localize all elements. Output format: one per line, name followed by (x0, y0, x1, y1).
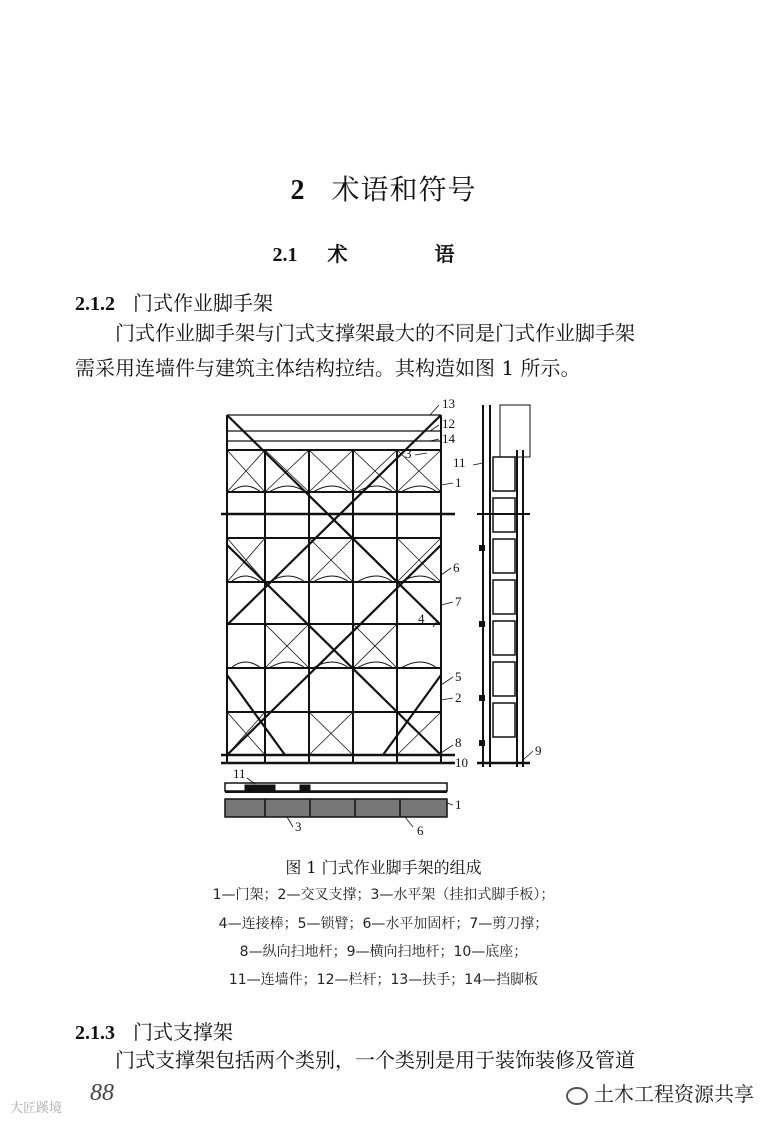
plan-callout-3: 3 (295, 819, 302, 834)
railings (227, 415, 441, 441)
watermark-left: 大匠蹊境 (10, 1101, 63, 1116)
subsection-number: 2.1.2 (75, 293, 115, 315)
callout-7: 7 (455, 594, 462, 609)
callout-3: 3 (405, 446, 412, 461)
plan-callout-1: 1 (455, 797, 462, 812)
paragraph-line: 门式作业脚手架与门式支撑架最大的不同是门式作业脚手架 (115, 321, 635, 345)
figure-legend-line: 8—纵向扫地杆；9—横向扫地杆；10—底座； (239, 944, 528, 960)
frame-columns (227, 415, 441, 763)
callout-13: 13 (442, 396, 455, 411)
scissor-braces (227, 415, 441, 755)
watermark-right-text: 土木工程资源共享 (594, 1082, 754, 1106)
chapter-title-text: 术语和符号 (331, 173, 477, 206)
callout-10: 10 (455, 755, 468, 770)
wechat-icon (566, 1087, 588, 1105)
callout-4: 4 (418, 611, 425, 626)
callout-6: 6 (453, 560, 460, 575)
paragraph-line: 需采用连墙件与建筑主体结构拉结。其构造如图 1 所示。 (75, 356, 581, 380)
chapter-title (0, 168, 767, 208)
callout-8: 8 (455, 735, 462, 750)
plan-callout-6: 6 (417, 823, 424, 838)
section-title (0, 238, 767, 267)
figure-legend-line: 11—连墙件；12—栏杆；13—扶手；14—挡脚板 (228, 972, 539, 988)
section-title-text: 术 语 (327, 242, 495, 266)
section-number: 2.1 (272, 244, 298, 266)
paragraph-1 (75, 316, 715, 386)
callout-2: 2 (455, 690, 462, 705)
subsection-title: 门式作业脚手架 (133, 291, 273, 315)
callout-1: 1 (455, 475, 462, 490)
watermark-right (566, 1078, 754, 1107)
paragraph-line: 门式支撑架包括两个类别，一个类别是用于装饰装修及管道 (115, 1048, 635, 1072)
callout-5: 5 (455, 669, 462, 684)
scaffold-figure (215, 395, 555, 845)
callout-9: 9 (535, 743, 542, 758)
cross-bracing (227, 450, 441, 755)
callout-11: 11 (453, 455, 466, 470)
callout-14: 14 (442, 431, 455, 446)
figure-caption: 图 1 门式作业脚手架的组成 (285, 858, 482, 877)
plan-view (225, 783, 447, 817)
subsection-number: 2.1.3 (75, 1022, 115, 1044)
paragraph-2 (75, 1043, 715, 1078)
page-number: 88 (90, 1080, 114, 1106)
subsection-title: 门式支撑架 (133, 1020, 233, 1044)
chapter-number: 2 (290, 175, 306, 206)
figure-legend-line: 4—连接棒；5—锁臂；6—水平加固杆；7—剪刀撑； (218, 916, 549, 932)
plan-callout-11: 11 (233, 766, 246, 781)
figure-legend-line: 1—门架；2—交叉支撑；3—水平架（挂扣式脚手板）； (212, 887, 555, 903)
callout-12: 12 (442, 416, 455, 431)
subsection-heading-212 (75, 287, 273, 316)
side-elevation (477, 405, 530, 767)
subsection-heading-213 (75, 1016, 233, 1045)
